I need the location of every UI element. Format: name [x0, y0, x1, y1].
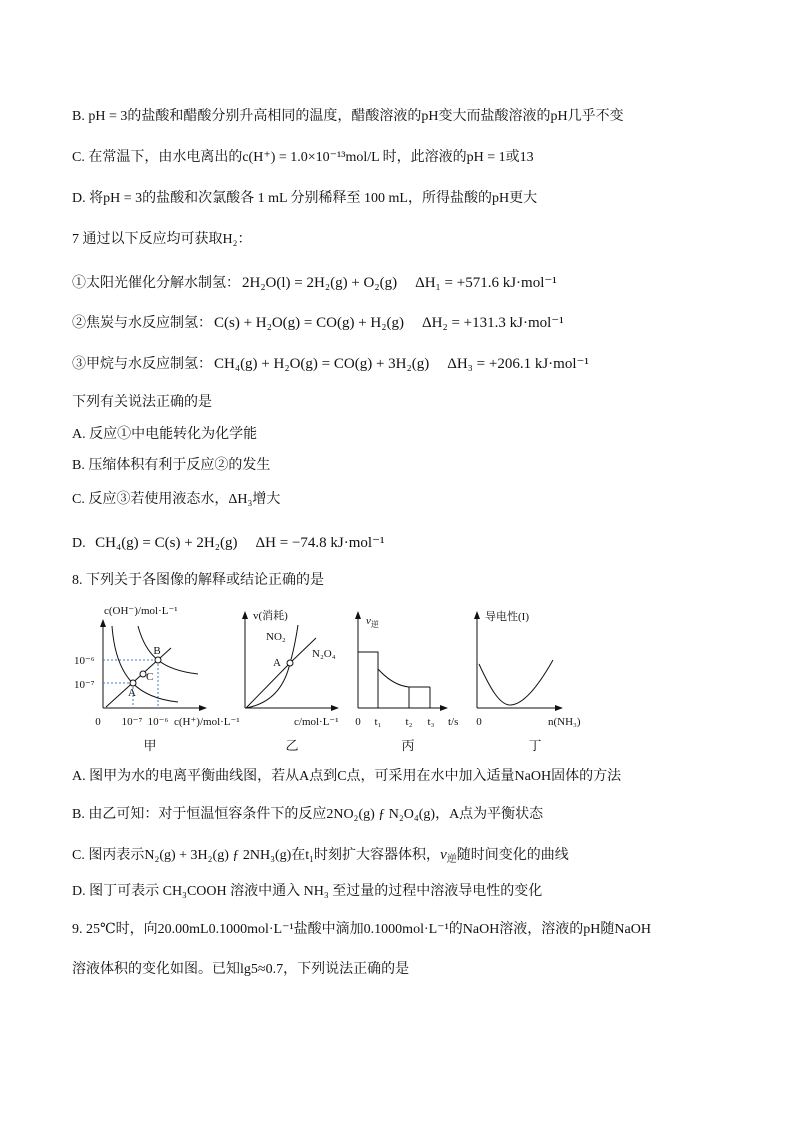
q7-option-d	[72, 533, 384, 553]
yi-y-arrow	[242, 611, 248, 619]
q7-stem: 7 通过以下反应均可获取H₂：	[72, 232, 252, 247]
yi-x-arrow	[331, 705, 339, 711]
ding-x-label: n(NH₃)	[548, 716, 581, 728]
ding-x-arrow	[555, 705, 563, 711]
bing-y-arrow	[355, 611, 361, 619]
bing-x-arrow	[440, 705, 448, 711]
yi-x-label: c/mol·L⁻¹	[294, 716, 339, 728]
jia-point-label-c: C	[146, 671, 154, 683]
yi-curve-label-n2o4: N₂O₄	[312, 648, 336, 660]
jia-lower-curve	[112, 626, 178, 702]
ding-y-arrow	[474, 611, 480, 619]
bing-rate-curve	[378, 669, 430, 687]
yi-point-a	[287, 660, 293, 666]
q7-reaction-1	[72, 273, 557, 293]
bing-x-tick: 0	[355, 716, 361, 728]
bing-y-label	[366, 615, 379, 629]
jia-caption: 甲	[143, 738, 157, 753]
jia-x-tick: 0	[95, 716, 101, 728]
q7-option-a: A. 反应①中电能转化为化学能	[72, 427, 258, 442]
q7-option-c: C. 反应③若使用液态水，ΔH₃增大	[72, 492, 281, 507]
bing-y-label-symbol: v	[366, 615, 371, 627]
jia-point-a	[130, 680, 136, 686]
jia-x-tick: 10⁻⁷	[121, 716, 143, 728]
ding-x-tick: 0	[476, 716, 482, 728]
yi-caption: 乙	[285, 738, 299, 753]
jia-x-tick: 10⁻⁶	[147, 716, 169, 728]
yi-n2o4-line	[246, 638, 316, 708]
option-text-after: 随时间变化的曲线	[456, 848, 569, 863]
q8-option-b: B. 由乙可知：对于恒温恒容条件下的反应2NO₂(g) ƒ N₂O₄(g)，A点为平衡状态	[72, 807, 544, 822]
bing-y-label-subscript: 逆	[370, 620, 379, 629]
q8-option-a: A. 图甲为水的电离平衡曲线图，若从A点到C点，可采用在水中加入适量NaOH固体的方法	[72, 769, 622, 784]
jia-x-label: c(H⁺)/mol·L⁻¹	[174, 716, 240, 728]
yi-y-label: v(消耗)	[253, 610, 288, 622]
reaction-enthalpy: ΔH₂ = +131.3 kJ·mol⁻¹	[421, 315, 564, 331]
v-subscript: 逆	[446, 854, 457, 865]
figure-ding	[474, 609, 581, 753]
jia-x-arrow	[199, 705, 207, 711]
reaction-enthalpy: ΔH₃ = +206.1 kJ·mol⁻¹	[447, 356, 589, 372]
jia-point-label-a: A	[128, 687, 136, 699]
jia-y-tick: 10⁻⁶	[74, 655, 95, 667]
q7-reaction-3	[72, 354, 589, 374]
yi-point-label-a: A	[273, 657, 281, 669]
reaction-equation: 2H₂O(l) = 2H₂(g) + O₂(g)	[242, 275, 398, 291]
bing-caption: 丙	[401, 738, 415, 753]
reaction-label: ②焦炭与水反应制氢：	[72, 316, 212, 331]
figure-jia	[74, 605, 240, 753]
jia-point-b	[155, 657, 161, 663]
q8-option-c	[72, 845, 569, 865]
q6-option-d: D. 将pH = 3的盐酸和次氯酸各 1 mL 分别稀释至 100 mL，所得盐酸的pH更大	[72, 191, 538, 206]
jia-y-arrow	[100, 619, 106, 627]
jia-y-tick: 10⁻⁷	[74, 679, 95, 691]
ding-conductivity-curve	[479, 660, 553, 705]
bing-x-label: t/s	[448, 716, 459, 728]
figure-yi	[242, 608, 339, 753]
q6-option-c: C. 在常温下，由水电离出的c(H⁺) = 1.0×10⁻¹³mol/L 时，此溶液的pH = 1或13	[72, 150, 534, 165]
jia-diagonal-line	[106, 648, 171, 707]
figure-bing	[355, 611, 458, 753]
option-text-before: C. 图丙表示N₂(g) + 3H₂(g) ƒ 2NH₃(g)在t₁时刻扩大容器体积，	[72, 848, 441, 863]
v-symbol: v	[440, 847, 447, 863]
q7-option-b: B. 压缩体积有利于反应②的发生	[72, 458, 271, 473]
q9-stem-line-1: 9. 25℃时，向20.00mL0.1000mol·L⁻¹盐酸中滴加0.1000mol·L⁻¹的NaOH溶液，溶液的pH随NaOH	[72, 922, 651, 937]
option-label: D.	[72, 536, 86, 551]
option-enthalpy: ΔH = −74.8 kJ·mol⁻¹	[255, 535, 385, 551]
jia-point-label-b: B	[153, 645, 161, 657]
reaction-equation: CH₄(g) + H₂O(g) = CO(g) + 3H₂(g)	[214, 356, 430, 372]
q8-figures	[0, 598, 600, 758]
q8-option-d: D. 图丁可表示 CH₃COOH 溶液中通入 NH₃ 至过量的过程中溶液导电性的变化	[72, 884, 543, 899]
reaction-label: ①太阳光催化分解水制氢：	[72, 276, 240, 291]
q6-option-b: B. pH = 3的盐酸和醋酸分别升高相同的温度，醋酸溶液的pH变大而盐酸溶液的pH几乎不变	[72, 109, 624, 124]
bing-initial-rate	[358, 652, 378, 708]
yi-curve-label-no2: NO₂	[266, 631, 286, 643]
bing-x-tick: t₁	[374, 716, 382, 728]
jia-upper-curve	[138, 626, 198, 674]
reaction-label: ③甲烷与水反应制氢：	[72, 357, 212, 372]
q7-reaction-2	[72, 313, 564, 333]
q7-prompt: 下列有关说法正确的是	[72, 395, 212, 410]
q9-stem-line-2: 溶液体积的变化如图。已知lg5≈0.7，下列说法正确的是	[72, 962, 410, 977]
jia-y-label: c(OH⁻)/mol·L⁻¹	[104, 605, 178, 617]
ding-y-label: 导电性(I)	[485, 611, 529, 623]
ding-caption: 丁	[528, 738, 542, 753]
reaction-enthalpy: ΔH₁ = +571.6 kJ·mol⁻¹	[415, 275, 557, 291]
option-equation: CH₄(g) = C(s) + 2H₂(g)	[95, 535, 238, 551]
bing-x-tick: t₂	[405, 716, 413, 728]
bing-x-tick: t₃	[427, 716, 435, 728]
reaction-equation: C(s) + H₂O(g) = CO(g) + H₂(g)	[214, 315, 404, 331]
q8-stem: 8. 下列关于各图像的解释或结论正确的是	[72, 573, 324, 588]
